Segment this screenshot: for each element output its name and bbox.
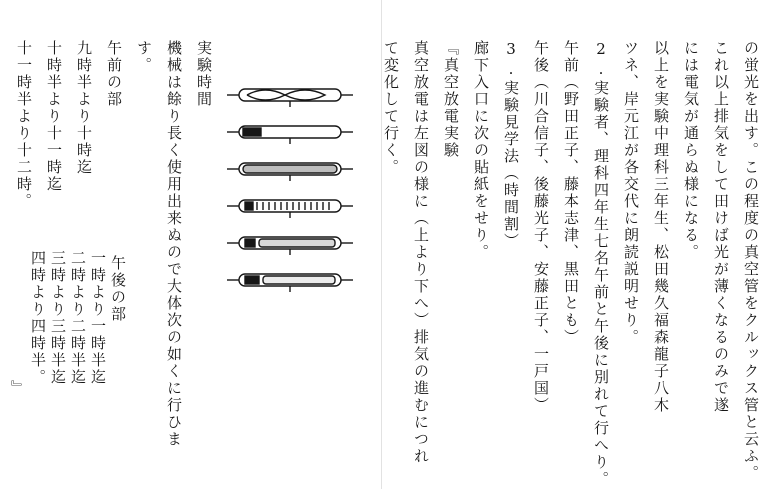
text-column: 2.実験者、理科四年生七名午前と午後に別れて行へり。 [592, 40, 610, 488]
tube-5 [227, 237, 353, 255]
schedule-entry: 一時より一時半迄 [89, 250, 107, 386]
schedule-entry: 十時半より十一時迄 [45, 40, 63, 193]
schedule-entry: 十一時半より十二時。 [15, 40, 33, 210]
schedule-entry: 四時より四時半。 [29, 250, 47, 386]
schedule-entry: 二時より二時半迄 [69, 250, 87, 386]
schedule-entry: 九時半より十時迄 [75, 40, 93, 176]
text-column: す。 [135, 40, 153, 74]
text-column: の蛍光を出す。この程度の真空管をクルックス管と云ふ。 [742, 40, 760, 482]
text-column: 午後（川合信子、後藤光子、安藤正子、一戸国） [532, 40, 550, 414]
text-column: 廊下入口に次の貼紙をせり。 [472, 40, 490, 261]
tube-1 [227, 89, 353, 107]
text-column: 機械は餘り長く使用出来ぬので大体次の如くに行ひま [165, 40, 183, 448]
text-column: 真空放電は左図の様に（上より下へ）排気の進むにつれ [412, 40, 430, 465]
schedule-heading: 午後の部 [109, 255, 127, 323]
tube-6 [227, 274, 353, 292]
schedule-heading: 午前の部 [105, 40, 123, 108]
text-column: 以上を実験中理科三年生、松田幾久福森龍子八木 [652, 40, 670, 414]
closing-mark: 』 [9, 380, 27, 397]
text-column: 午前（野田正子、藤本志津、黒田とも） [562, 40, 580, 346]
tube-2 [227, 126, 353, 144]
tube-3 [227, 163, 353, 181]
schedule-entry: 三時より三時半迄 [49, 250, 67, 386]
text-column: て変化して行く。 [382, 40, 400, 176]
text-column: 『真空放電実験 [442, 40, 460, 159]
text-column: 3.実験見学法（時間割） [502, 40, 520, 250]
text-column: ツネ、岸元江が各交代に朗読説明せり。 [622, 40, 640, 346]
section-heading: 実験時間 [195, 40, 213, 108]
tube-4 [227, 200, 353, 218]
discharge-tubes-figure [225, 80, 355, 300]
text-column: には電気が通らぬ様になる。 [682, 40, 700, 261]
text-column: これ以上排気をして田けば光が薄くなるのみで遂 [712, 40, 730, 414]
